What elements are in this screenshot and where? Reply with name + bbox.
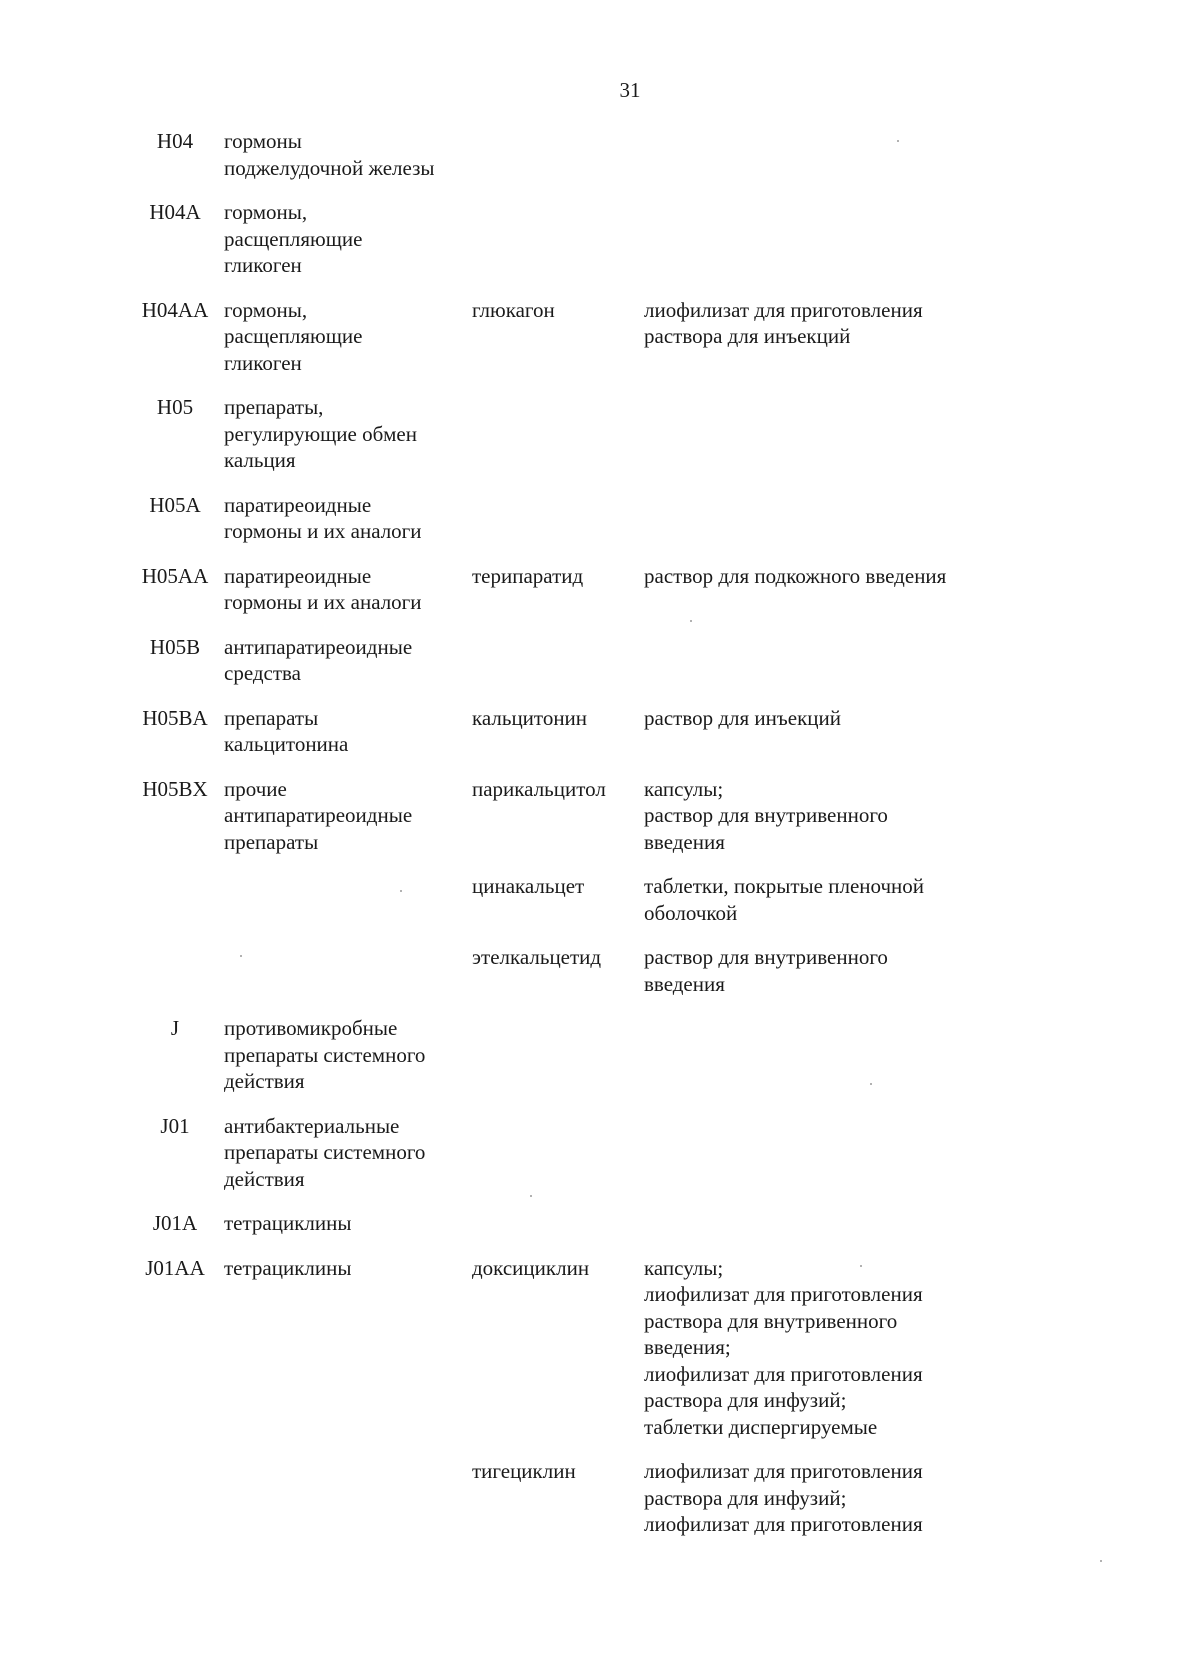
atc-code: H05AA <box>141 563 209 588</box>
table-row <box>130 1255 1030 1441</box>
drug-name <box>472 776 644 803</box>
atc-code: H05BA <box>142 705 208 730</box>
table-row <box>130 873 1030 926</box>
group-line: антипаратиреоидные <box>224 803 413 827</box>
scan-speck <box>860 1265 862 1267</box>
anatomical-therapeutic-group <box>220 297 472 377</box>
drug-line: глюкагон <box>472 297 555 322</box>
dosage-forms <box>644 944 1024 997</box>
form-line: капсулы; <box>644 776 724 801</box>
drug-line: кальцитонин <box>472 705 588 730</box>
drug-name <box>472 1255 644 1282</box>
group-line: антибактериальные <box>224 1113 400 1138</box>
table-row <box>130 776 1030 856</box>
atc-code: H05BX <box>142 776 208 801</box>
anatomical-therapeutic-group <box>220 1113 472 1193</box>
form-line: введения <box>644 829 725 854</box>
drug-line: доксициклин <box>472 1255 590 1280</box>
table-row <box>130 705 1030 758</box>
drug-name <box>472 705 644 732</box>
group-line: гормоны и их аналоги <box>224 590 422 614</box>
form-line: оболочкой <box>644 900 738 925</box>
group-line: действия <box>224 1166 305 1191</box>
table-row <box>130 634 1030 687</box>
table-row <box>130 563 1030 616</box>
drug-line: парикальцитол <box>472 776 606 801</box>
anatomical-therapeutic-group <box>220 705 472 758</box>
group-line: гликоген <box>224 253 302 277</box>
group-line: расщепляющие <box>224 324 363 348</box>
medication-table <box>130 128 1030 1556</box>
dosage-forms <box>644 1458 1024 1538</box>
group-line: кальция <box>224 448 296 472</box>
group-line: препараты системного <box>224 1042 426 1067</box>
group-line: гормоны, <box>224 297 308 322</box>
group-line: гормоны, <box>224 200 308 224</box>
atc-code: J <box>170 1016 180 1040</box>
group-line: прочие <box>224 776 287 801</box>
scan-speck <box>897 140 899 142</box>
atc-code: H04A <box>149 200 201 224</box>
table-row <box>130 1458 1030 1538</box>
atc-code: H04 <box>156 129 194 153</box>
atc-code: H04AA <box>141 297 209 322</box>
scan-speck <box>530 1195 532 1197</box>
scan-speck <box>1100 1560 1102 1562</box>
group-line: препараты <box>224 829 319 854</box>
scan-speck <box>240 955 242 957</box>
form-line: капсулы; <box>644 1255 724 1280</box>
group-line: тетрациклины <box>224 1255 352 1280</box>
dosage-forms <box>644 776 1024 856</box>
anatomical-therapeutic-group <box>220 1255 472 1282</box>
group-line: поджелудочной железы <box>224 155 435 180</box>
atc-code: J01A <box>152 1211 198 1235</box>
form-line: таблетки, покрытые пленочной <box>644 874 925 898</box>
group-line: тетрациклины <box>224 1211 352 1235</box>
table-row <box>130 199 1030 279</box>
group-line: регулирующие обмен <box>224 421 417 446</box>
dosage-forms <box>644 1255 1024 1441</box>
form-line: лиофилизат для приготовления <box>644 1282 923 1306</box>
anatomical-therapeutic-group <box>220 776 472 856</box>
form-line: раствора для внутривенного <box>644 1308 898 1333</box>
group-line: антипаратиреоидные <box>224 634 413 659</box>
form-line: введения <box>644 971 725 996</box>
form-line: раствора для инфузий; <box>644 1485 847 1510</box>
table-row <box>130 492 1030 545</box>
form-line: раствор для внутривенного <box>644 803 888 827</box>
dosage-forms <box>644 563 1024 590</box>
anatomical-therapeutic-group <box>220 563 472 616</box>
anatomical-therapeutic-group <box>220 128 472 181</box>
form-line: раствор для внутривенного <box>644 945 888 969</box>
group-line: гликоген <box>224 350 302 375</box>
drug-name <box>472 297 644 324</box>
anatomical-therapeutic-group <box>220 1015 472 1095</box>
form-line: раствора для инфузий; <box>644 1388 847 1412</box>
group-line: гормоны и их аналоги <box>224 519 422 543</box>
scan-speck <box>690 620 692 622</box>
group-line: препараты <box>224 705 319 730</box>
form-line: раствор для инъекций <box>644 705 841 730</box>
form-line: таблетки диспергируемые <box>644 1414 878 1439</box>
form-line: введения; <box>644 1335 731 1359</box>
form-line: лиофилизат для приготовления <box>644 1361 923 1386</box>
group-line: расщепляющие <box>224 226 363 251</box>
form-line: лиофилизат для приготовления <box>644 1459 923 1483</box>
form-line: раствор для подкожного введения <box>644 563 947 588</box>
table-row <box>130 297 1030 377</box>
group-line: паратиреоидные <box>224 563 372 588</box>
group-line: средства <box>224 661 302 685</box>
scan-speck <box>870 1083 872 1085</box>
atc-code: H05A <box>149 492 201 517</box>
anatomical-therapeutic-group <box>220 1210 472 1237</box>
anatomical-therapeutic-group <box>220 492 472 545</box>
group-line: препараты системного <box>224 1140 426 1164</box>
dosage-forms <box>644 297 1024 350</box>
group-line: препараты, <box>224 395 324 419</box>
dosage-forms <box>644 705 1024 732</box>
page-number: 31 <box>619 78 641 102</box>
form-line: лиофилизат для приготовления <box>644 1512 923 1536</box>
table-row <box>130 1015 1030 1095</box>
form-line: раствора для инъекций <box>644 324 851 348</box>
drug-name <box>472 1458 644 1485</box>
drug-name <box>472 563 644 590</box>
group-line: противомикробные <box>224 1016 398 1040</box>
drug-line: цинакальцет <box>472 874 585 898</box>
table-row <box>130 944 1030 997</box>
group-line: действия <box>224 1069 305 1093</box>
atc-code: J01AA <box>145 1255 205 1280</box>
group-line: паратиреоидные <box>224 492 372 517</box>
scan-speck <box>400 890 402 892</box>
anatomical-therapeutic-group <box>220 634 472 687</box>
anatomical-therapeutic-group <box>220 199 472 279</box>
table-row <box>130 394 1030 474</box>
atc-code: H05 <box>156 395 194 419</box>
drug-line: этелкальцетид <box>472 945 602 969</box>
drug-line: тигециклин <box>472 1459 576 1483</box>
table-row <box>130 128 1030 181</box>
table-row <box>130 1210 1030 1237</box>
atc-code: J01 <box>160 1113 190 1138</box>
drug-name <box>472 944 644 971</box>
table-row <box>130 1113 1030 1193</box>
drug-name <box>472 873 644 900</box>
dosage-forms <box>644 873 1024 926</box>
anatomical-therapeutic-group <box>220 394 472 474</box>
group-line: кальцитонина <box>224 732 349 756</box>
group-line: гормоны <box>224 129 302 153</box>
form-line: лиофилизат для приготовления <box>644 297 923 322</box>
atc-code: H05B <box>149 634 201 659</box>
drug-line: терипаратид <box>472 563 584 588</box>
